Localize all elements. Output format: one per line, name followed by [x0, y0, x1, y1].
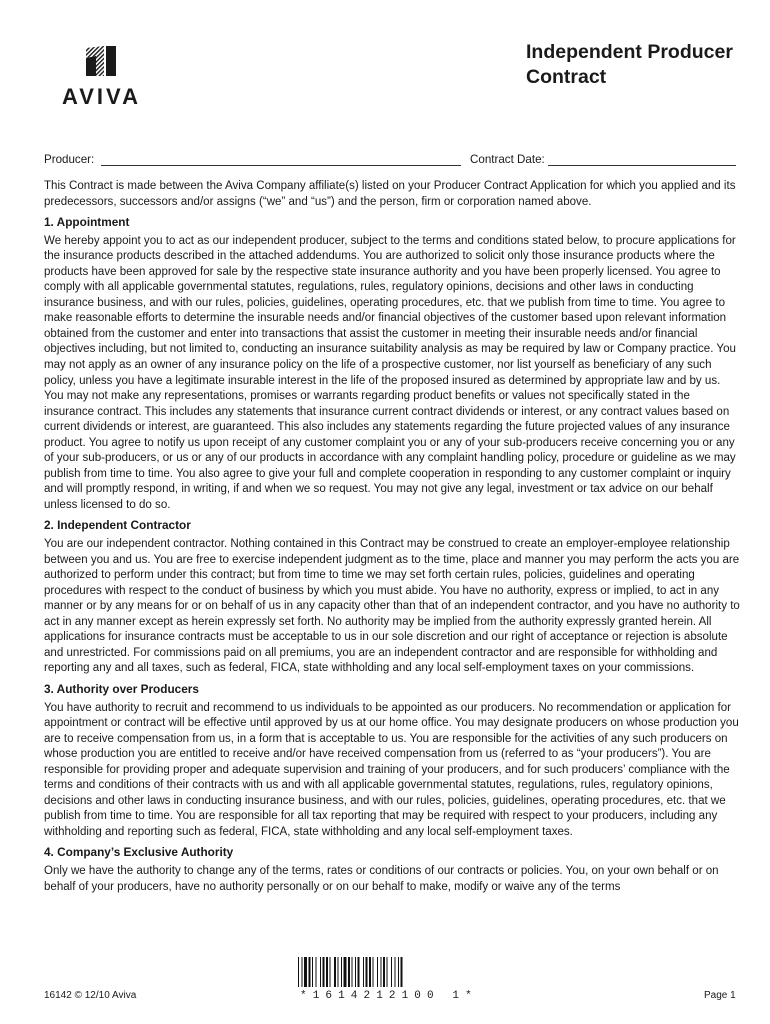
document-title	[526, 40, 733, 90]
barcode-icon	[298, 957, 476, 993]
section-text: You are our independent contractor. Nothing contained in this Contract may be construed to create an employer-employee relationship between you and us. You are free to exercise independent judgment as to the time, place and manner you may perform the acts you are authorized to perform under this contract; but from time to time we may set forth certain rules, policies, guidelines and operating procedures with respect to the conduct of business by which you must abide. You have no authority, express or implied, to act in any manner or by any means for or on behalf of us in any capacity other than that of an independent contractor, and you have no authority to act in any manner except as herein expressly set forth. No authority may be implied from the authority expressly granted herein. All applications for insurance contracts must be acceptable to us in our sole discretion and our right of acceptance or rejection is absolute and unrestricted. For commissions paid on all premiums, you are an independent contractor and are responsible for withholding and reporting any and all taxes, such as federal, FICA, state withholding and any local self-employment taxes on your commissions.	[44, 538, 740, 675]
aviva-logo	[58, 44, 168, 84]
page-number: Page 1	[704, 990, 736, 1001]
barcode-text: *1614212100 1*	[300, 990, 478, 1002]
producer-label: Producer:	[44, 153, 95, 166]
section-text: Only we have the authority to change any of the terms, rates or conditions of our contracts or policies. You, on your own behalf or on behalf of your producers, have no authority personally or on our behalf to make, modify or waive any of the terms	[44, 864, 719, 893]
contract-date-field[interactable]	[470, 153, 736, 166]
aviva-emblem-icon	[58, 44, 138, 84]
section-text: We hereby appoint you to act as our independent producer, subject to the terms and conditions stated below, to procure applications for the insurance products described in the attached addendums. You are authorized to solicit only those insurance products where the products have been approved for sale by the respective state insurance authority and you have been properly licensed. You agree to comply with all applicable governmental statutes, regulations, rules, regulatory opinions, decisions and other laws in conducting insurance business, and with our rules, policies, guidelines, operating procedures, etc. that we publish from time to time. You agree to make reasonable efforts to determine the insurable needs and/or financial objectives of the customer based upon relevant information obtained from the customer and enter into transactions that assist the customer in meeting their insurable needs and/or financial objectives including, but not limited to, conducting an insurance suitability analysis as may be required by law or Company practice. You may not apply as an owner of any insurance policy on the life of a prospective customer, nor list yourself as beneficiary of any such policy, unless you have a legitimate insurable interest in the life of the proposed insured as determined by appropriate law and by us. You may not make any representations, promises or warrants regarding product benefits or values not specifically stated in the insurance contract. This includes any statements that insurance current contract dividends or interest, or any contract values based on current dividends or interest, are guaranteed. This also includes any statements regarding the future projected values of any insurance product. You agree to notify us upon receipt of any customer complaint you or any of your sub-producers receive concerning you or any of your sub-producers, or us or any of our products in accordance with any complaint handling policy, procedure or guideline as we may publish from time to time. You also agree to give your full and complete cooperation in responding to any customer complaint or inquiry and will promptly respond, in writing, if and when we so request. You may not give any legal, investment or tax advice on our behalf unless licensed to do so.	[44, 234, 736, 511]
section-heading: 1. Appointment	[44, 215, 130, 230]
contract-date-line[interactable]	[548, 153, 736, 166]
section-heading: 4. Company’s Exclusive Authority	[44, 845, 234, 860]
title-line-1: Independent Producer	[526, 41, 733, 63]
section-heading: 3. Authority over Producers	[44, 681, 199, 696]
contract-date-label: Contract Date:	[470, 153, 545, 166]
section-text: You have authority to recruit and recommend to us individuals to be appointed as our producers. No recommendation or application for appointment or contract will be effective until approved by us at our home office. You may designate producers on whose production you are to receive compensation from us, in a form that is acceptable to us. You are responsible for the activities of any such producers on whose production you are entitled to receive and/or have received compensation from us (referred to as “your producers”). You are responsible for providing proper and adequate supervision and training of your producers, and for such producers’ compliance with the terms and conditions of their contracts with us and with all applicable governmental statutes, regulations, rules, regulatory opinions, decisions and other laws in conducting insurance business, and with our rules, policies, guidelines, operating procedures, etc. that we publish from time to time. You are responsible for all tax reporting that may be required with respect to your producers, including any withholding and reporting such as federal, FICA, state withholding and any local self-employment taxes.	[44, 701, 739, 838]
intro-paragraph: This Contract is made between the Aviva Company affiliate(s) listed on your Producer Contract Application for which you applied and its predecessors, successors and/or assigns (“we” and “us”) and the person, firm or corporation named above.	[44, 180, 736, 208]
producer-line[interactable]	[101, 153, 461, 166]
producer-field[interactable]	[44, 153, 461, 166]
title-line-2: Contract	[526, 66, 607, 88]
logo-wordmark: AVIVA	[62, 84, 141, 109]
contract-body	[44, 179, 741, 895]
form-code: 16142 © 12/10 Aviva	[44, 990, 137, 1001]
header-fields	[44, 153, 740, 173]
section-heading: 2. Independent Contractor	[44, 518, 191, 533]
